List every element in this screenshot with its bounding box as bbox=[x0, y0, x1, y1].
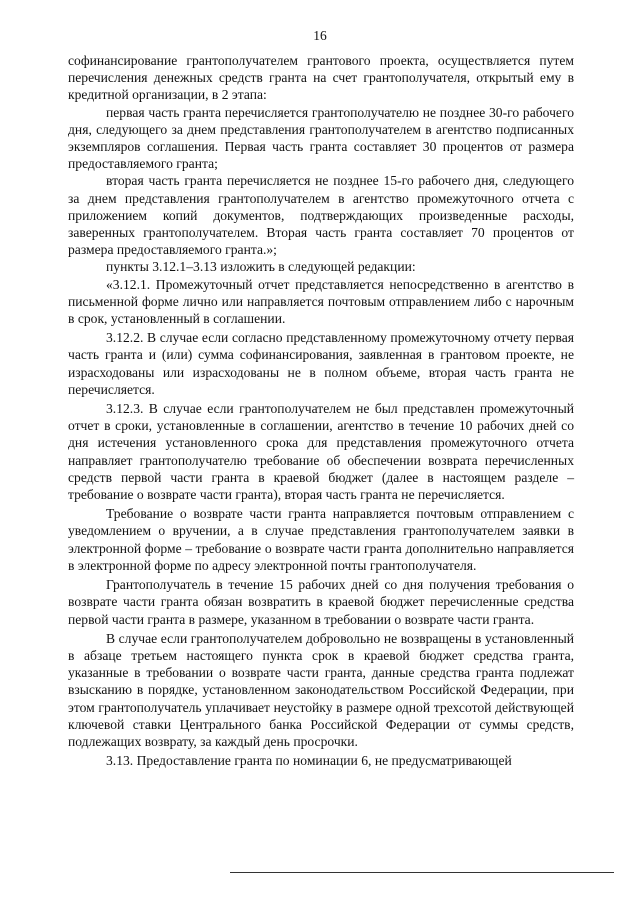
paragraph-6: 3.12.2. В случае если согласно представленному промежуточному отчету первая часть гранта и (или) сумма софинансирования, заявленная в грантовом проекте, не израсходованы или израсходованы не в полном объеме, вторая часть гранта не перечисляется. bbox=[68, 330, 574, 397]
document-body bbox=[68, 52, 574, 769]
paragraph-8: Требование о возврате части гранта направляется почтовым отправлением с уведомлением о вручении, а в случае представления грантополучателем заявки в электронной форме – требование о возврате части гранта дополнительно направляется в электронной форме по адресу электронной почты грантополучателя. bbox=[68, 506, 574, 573]
paragraph-4: пункты 3.12.1–3.13 изложить в следующей редакции: bbox=[106, 259, 416, 275]
paragraph-1: софинансирование грантополучателем грантового проекта, осуществляется путем перечисления денежных средств гранта на счет грантополучателя, открытый ему в кредитной организации, в 2 этапа: bbox=[68, 53, 574, 103]
paragraph-5: «3.12.1. Промежуточный отчет представляется непосредственно в агентство в письменной форме лично или направляется почтовым отправлением либо с нарочным в срок, установленный в соглашении. bbox=[68, 276, 574, 327]
paragraph-11: 3.13. Предоставление гранта по номинации 6, не предусматривающей bbox=[106, 753, 512, 769]
paragraph-9: Грантополучатель в течение 15 рабочих дней со дня получения требования о возврате части гранта обязан возвратить в краевой бюджет перечисленные средства первой части гранта в размере, указанном в требовании о возврате части гранта. bbox=[68, 577, 574, 627]
paragraph-10: В случае если грантополучателем добровольно не возвращены в установленный в абзаце третьем настоящего пункта срок в краевой бюджет средства гранта, указанные в требовании о возврате части гранта, данные средства гранта подлежат взысканию в порядке, установленном законодательством Российской Федерации, при этом грантополучатель уплачивает неустойку в размере одной трехсотой действующей ключевой ставки Центрального банка Российской Федерации от суммы средств, подлежащих возврату, за каждый день просрочки. bbox=[68, 630, 574, 749]
page-number: 16 bbox=[313, 28, 327, 43]
footer-divider bbox=[230, 872, 614, 873]
paragraph-3: вторая часть гранта перечисляется не позднее 15-го рабочего дня, следующего за днем представления грантополучателем в агентство промежуточного отчета с приложением копий документов, подтверждающих произведенные расходы, заверенных грантополучателем. Вторая часть гранта составляет 70 процентов от размера предоставляемого гранта.»; bbox=[68, 173, 574, 258]
paragraph-7: 3.12.3. В случае если грантополучателем не был представлен промежуточный отчет в сроки, установленные в соглашении, агентство в течение 10 рабочих дней со дня истечения установленного срока для представления промежуточного отчета направляет грантополучателю требование об обеспечении возврата перечисленных средств первой части гранта в краевой бюджет (далее в настоящем разделе – требование о возврате части гранта), вторая часть гранта не перечисляется. bbox=[68, 401, 574, 503]
paragraph-2: первая часть гранта перечисляется грантополучателю не позднее 30-го рабочего дня, следующего за днем представления грантополучателем в агентство подписанных экземпляров соглашения. Первая часть гранта составляет 30 процентов от размера предоставляемого гранта; bbox=[68, 104, 574, 172]
